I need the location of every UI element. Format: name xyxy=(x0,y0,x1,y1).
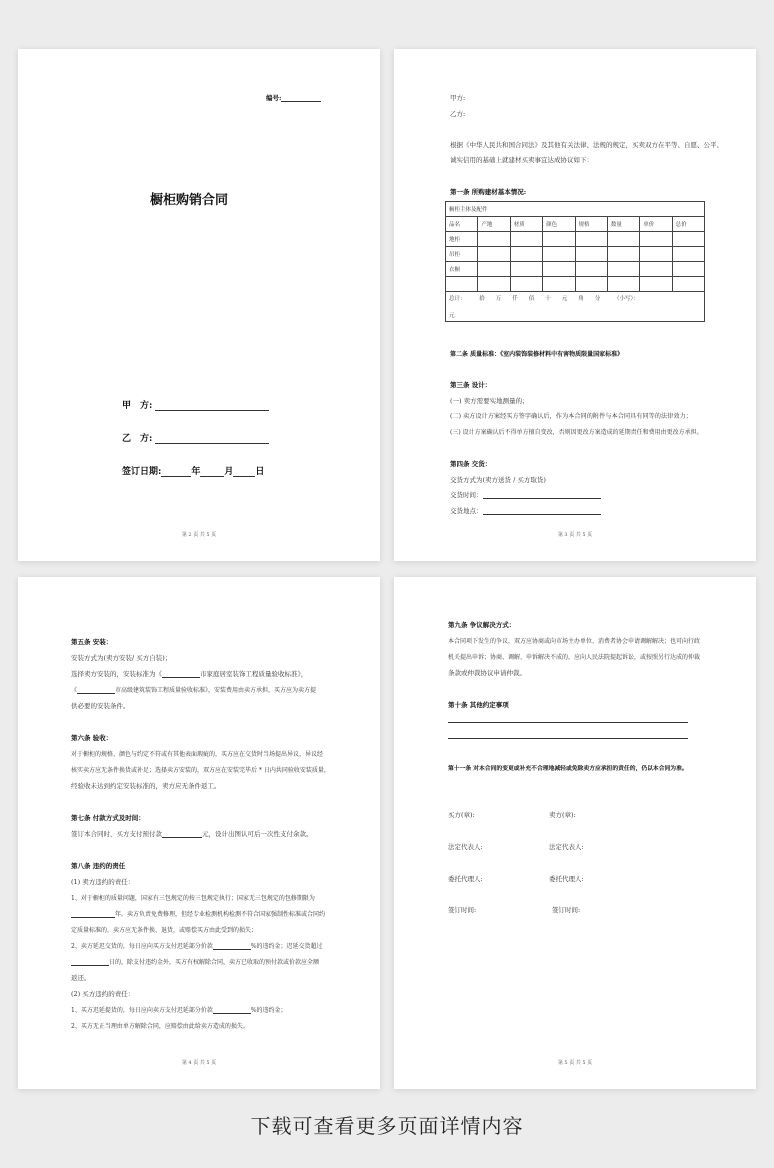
article-6-line-3: 经验收未达到约定安装标准的，卖方应无条件返工。 xyxy=(71,782,221,790)
table-cell xyxy=(607,247,639,262)
warranty-years-blank xyxy=(71,909,115,918)
article-2-title: 第二条 质量标准：《室内装饰装修材料中有害物质限量国家标准》 xyxy=(450,351,624,358)
total-unit: 元 xyxy=(449,313,455,319)
article-7-line-1-a: 签订本合同时，买方支付预付款 xyxy=(71,830,162,838)
table-cell xyxy=(575,232,607,247)
table-header-cell: 颜色 xyxy=(543,217,575,232)
table-cell xyxy=(543,262,575,277)
article-8-line-6: 2、买方无正当理由单方解除合同，应赔偿由此给卖方造成的损失。 xyxy=(71,1023,249,1030)
party-a-blank xyxy=(155,402,269,411)
article-5-line-3 xyxy=(71,685,316,694)
buyer-seal: 买方(章): xyxy=(448,811,475,819)
table-cell xyxy=(478,277,510,292)
article-9-line-3: 条款或仲裁协议申请仲裁。 xyxy=(448,669,526,677)
city-blank-1 xyxy=(162,669,200,678)
table-row xyxy=(446,247,705,262)
month-label: 月 xyxy=(224,467,234,477)
cover-page xyxy=(18,49,380,561)
article-8-title: 第八条 违约的责任 xyxy=(71,862,126,870)
party-a-row xyxy=(122,398,269,411)
table-header-cell: 品名 xyxy=(446,217,478,232)
article-10-title: 第十条 其他约定事项 xyxy=(448,701,509,709)
article-8-line-2a: 1、对于橱柜的质量问题，国家有三包规定的按三包规定执行；国家无三包规定的包修期限为 xyxy=(71,895,315,902)
article-3-item-2: (二) 卖方设计方案经买方签字确认后，作为本合同的附件与本合同具有同等的法律效力； xyxy=(450,413,692,420)
seller-seal: 卖方(章): xyxy=(549,811,576,819)
article-7-line-1 xyxy=(71,829,313,838)
article-5-line-2 xyxy=(71,669,307,678)
table-cell xyxy=(478,247,510,262)
document-title: 橱柜购销合同 xyxy=(150,193,229,208)
table-cell xyxy=(510,247,542,262)
table-header-cell: 单价 xyxy=(640,217,672,232)
table-row-name: 吊柜 xyxy=(446,247,478,262)
table-cell xyxy=(543,232,575,247)
materials-table xyxy=(445,201,705,322)
contract-number-blank xyxy=(281,93,321,102)
party-b-blank xyxy=(155,435,269,444)
other-terms-line-1 xyxy=(448,722,688,723)
page-footer: 第 5 页 共 5 页 xyxy=(557,1060,593,1066)
article-8-line-3a xyxy=(71,941,323,950)
article-8-line-5b-text: %的违约金； xyxy=(250,1007,287,1014)
table-cell xyxy=(607,232,639,247)
total-amount-line: 总计： 拾 万 仟 佰 十 元 角 分 （小写）： xyxy=(449,296,639,302)
article-5-line-3-a: 《 xyxy=(71,687,78,694)
total-row xyxy=(445,292,705,322)
download-caption: 下载可查看更多页面详情内容 xyxy=(250,1114,524,1138)
party-b-label: 乙 方: xyxy=(122,434,153,444)
day-label: 日 xyxy=(255,467,265,477)
table-cell xyxy=(575,247,607,262)
table-cell xyxy=(543,247,575,262)
article-8-line-3c-text: 日的，除支付违约金外，买方有权解除合同，卖方已收取的预付款或价款应全额 xyxy=(109,959,320,966)
contract-number xyxy=(266,93,321,102)
table-caption: 橱柜主体及配件 xyxy=(446,202,705,217)
party-b-row xyxy=(122,431,269,444)
intro-line-1: 根据《中华人民共和国合同法》及其他有关法律、法规的规定，买卖双方在平等、自愿、公平、 xyxy=(450,141,723,149)
party-a-label: 甲 方: xyxy=(122,401,153,411)
table-header-cell: 数量 xyxy=(607,217,639,232)
table-header-cell: 产地 xyxy=(478,217,510,232)
party-a-line: 甲方: xyxy=(450,94,466,102)
article-8-line-2b xyxy=(71,909,325,918)
table-cell xyxy=(478,262,510,277)
table-cell xyxy=(640,262,672,277)
delivery-place-row xyxy=(450,506,601,515)
page-footer: 第 3 页 共 5 页 xyxy=(557,532,593,538)
table-row-name xyxy=(446,277,478,292)
article-5-line-2-b: 市家庭居室装饰工程质量验收标准》， xyxy=(200,670,308,678)
article-6-line-1: 对于橱柜的规格、颜色与约定不符或有其他表面瑕疵的，买方应在交货时当场提出异议，异议经 xyxy=(71,751,324,758)
article-5-line-4: 供必要的安装条件。 xyxy=(71,702,130,710)
buyer-legal-rep: 法定代表人: xyxy=(448,843,483,851)
article-8-line-3b-text: %的违约金；迟延交货超过 xyxy=(250,943,323,950)
delivery-place-label: 交货地点： xyxy=(450,507,483,515)
article-5-line-3-b: 市高级建筑装饰工程质量验收标准》，安装费用由卖方承担，买方应为卖方提 xyxy=(115,687,317,694)
table-cell xyxy=(510,232,542,247)
article-9-line-1: 本合同项下发生的争议，双方应协商或向市场主办单位、消费者协会申请调解解决；也可向行政 xyxy=(448,638,701,645)
table-row-name: 衣橱 xyxy=(446,262,478,277)
sign-date-row xyxy=(122,464,264,477)
article-3-item-1: (一) 卖方需要实地测量的； xyxy=(450,397,529,405)
table-header-cell: 总价 xyxy=(672,217,704,232)
delivery-time-blank xyxy=(483,490,601,499)
delivery-place-blank xyxy=(483,506,601,515)
article-8-line-2b-text: 年。卖方负责免费修理，但经专业检测机构检测不符合国家强制性标准或合同约 xyxy=(115,911,326,918)
table-row-name: 地柜 xyxy=(446,232,478,247)
month-blank xyxy=(200,468,224,477)
table-cell xyxy=(510,277,542,292)
late-delivery-rate-blank xyxy=(213,941,251,950)
table-cell xyxy=(575,277,607,292)
article-9-line-2: 机关提出申诉；协商、调解、申诉解决不成的，应向人民法院提起诉讼，或按照另行达成的仲裁 xyxy=(448,654,701,661)
article-6-line-2: 核实卖方应无条件换货或补足；选择卖方安装的，双方应在安装完毕后 * 日内共同验收安装质量， xyxy=(71,767,330,774)
article-8-line-3c xyxy=(71,957,319,966)
late-pickup-rate-blank xyxy=(213,1005,251,1014)
table-cell xyxy=(672,277,704,292)
article-1-title: 第一条 所购建材基本情况: xyxy=(450,188,527,196)
table-cell xyxy=(478,232,510,247)
delivery-time-row xyxy=(450,490,601,499)
article-7-line-1-b: 元，设计出图认可后一次性支付余款。 xyxy=(202,830,313,838)
table-cell xyxy=(575,262,607,277)
page-footer: 第 4 页 共 5 页 xyxy=(181,1060,217,1066)
article-8-line-5 xyxy=(71,1005,287,1014)
contract-page-5 xyxy=(394,577,756,1089)
article-8-buyer-heading: (2) 买方违约的责任： xyxy=(71,990,135,998)
article-8-line-5a-text: 1、买方迟延提货的，每日应向卖方支付迟延部分价款 xyxy=(71,1007,213,1014)
buyer-agent: 委托代理人: xyxy=(448,875,483,883)
table-cell xyxy=(543,277,575,292)
table-header-cell: 材质 xyxy=(510,217,542,232)
article-5-line-1: 安装方式为(卖方安装/ 买方自装)； xyxy=(71,654,172,662)
year-blank xyxy=(161,468,191,477)
delivery-method: 交货方式为(卖方送货 / 买方取货) xyxy=(450,476,546,484)
day-blank xyxy=(233,468,255,477)
buyer-sign-date: 签订时间: xyxy=(448,906,477,914)
table-cell xyxy=(510,262,542,277)
city-blank-2 xyxy=(77,685,115,694)
table-cell xyxy=(607,277,639,292)
table-row xyxy=(446,277,705,292)
year-label: 年 xyxy=(191,467,201,477)
article-3-item-3: (三) 设计方案确认后不得单方擅自变改，否则因更改方案造成的延期责任和费用由更改方承担。 xyxy=(450,429,703,436)
article-3-title: 第三条 设计： xyxy=(450,381,492,389)
table-header-cell: 规格 xyxy=(575,217,607,232)
page-footer: 第 2 页 共 5 页 xyxy=(181,532,217,538)
prepayment-blank xyxy=(162,829,202,838)
table-cell xyxy=(672,262,704,277)
intro-line-2: 诚实信用的基础上就建材买卖事宜达成协议如下： xyxy=(450,156,593,164)
article-7-title: 第七条 付款方式及时间： xyxy=(71,814,145,822)
article-8-line-3d: 返还。 xyxy=(71,974,91,982)
contract-page-3 xyxy=(394,49,756,561)
article-9-title: 第九条 争议解决方式： xyxy=(448,621,516,629)
article-8-line-2c: 定质量标准的，卖方应无条件换、退货，或赔偿买方由此受到的损失； xyxy=(71,927,258,934)
contract-page-4 xyxy=(18,577,380,1089)
article-8-seller-heading: (1) 卖方违约的责任： xyxy=(71,878,135,886)
table-cell xyxy=(672,232,704,247)
delivery-time-label: 交货时间： xyxy=(450,491,483,499)
sign-date-label: 签订日期: xyxy=(122,467,162,477)
table-row xyxy=(446,262,705,277)
seller-legal-rep: 法定代表人: xyxy=(549,843,584,851)
table-row xyxy=(446,232,705,247)
article-5-title: 第五条 安装： xyxy=(71,638,113,646)
table-cell xyxy=(607,262,639,277)
table-cell xyxy=(640,232,672,247)
late-days-blank xyxy=(71,957,109,966)
other-terms-line-2 xyxy=(448,738,688,739)
table-cell xyxy=(672,247,704,262)
article-4-title: 第四条 交货： xyxy=(450,460,492,468)
seller-sign-date: 签订时间: xyxy=(552,906,581,914)
article-8-line-3a-text: 2、卖方延迟交货的，每日应向买方支付迟延部分价款 xyxy=(71,943,213,950)
article-5-line-2-a: 选择卖方安装的，安装标准为《 xyxy=(71,670,162,678)
article-11-title: 第十一条 对本合同的变更或补充不合理地减轻或免除卖方应承担的责任的，仍以本合同为准。 xyxy=(448,766,688,772)
party-b-line: 乙方: xyxy=(450,110,466,118)
seller-agent: 委托代理人: xyxy=(549,875,584,883)
table-cell xyxy=(640,277,672,292)
article-6-title: 第六条 验收： xyxy=(71,734,113,742)
contract-number-label: 编号: xyxy=(266,94,282,102)
table-cell xyxy=(640,247,672,262)
